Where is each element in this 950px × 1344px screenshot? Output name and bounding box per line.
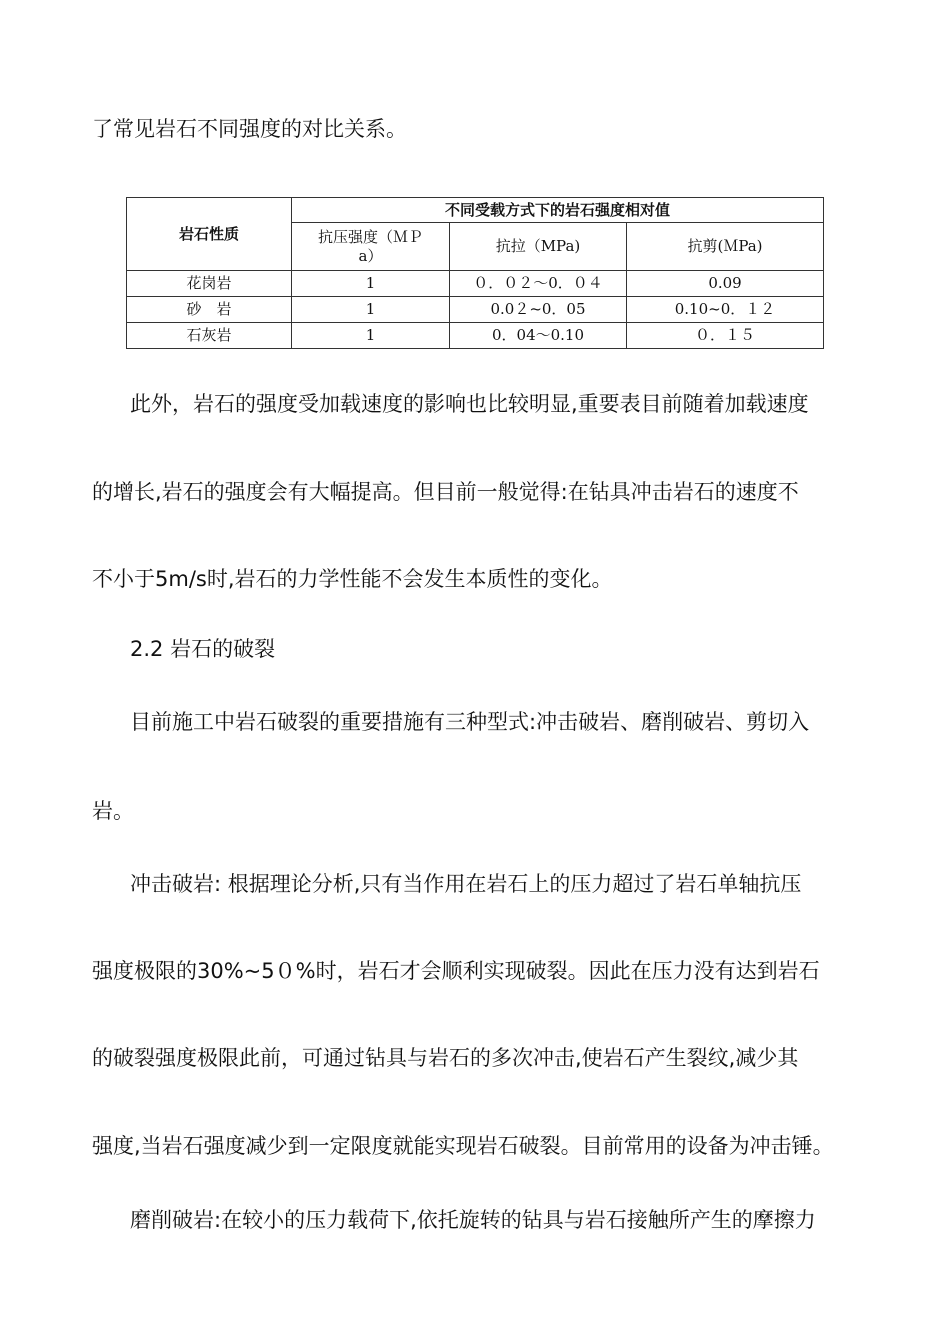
cell-shear: ０．１５ <box>627 323 824 349</box>
paragraph-line: 冲击破岩: 根据理论分析,只有当作用在岩石上的压力超过了岩石单轴抗压 <box>130 872 802 896</box>
header-tensile: 抗拉（MPa) <box>450 223 627 271</box>
paragraph-line: 岩。 <box>92 799 134 823</box>
paragraph-line: 的破裂强度极限此前，可通过钻具与岩石的多次冲击,使岩石产生裂纹,减少其 <box>92 1046 799 1070</box>
cell-compressive: 1 <box>292 297 450 323</box>
paragraph-line: 不小于5m/s时,岩石的力学性能不会发生本质性的变化。 <box>92 567 613 591</box>
cell-tensile: 0.0２~0．05 <box>450 297 627 323</box>
paragraph-line: 强度,当岩石强度减少到一定限度就能实现岩石破裂。目前常用的设备为冲击锤。 <box>92 1134 834 1158</box>
paragraph-line: 目前施工中岩石破裂的重要措施有三种型式:冲击破岩、磨削破岩、剪切入 <box>130 710 810 734</box>
section-heading: 2.2 岩石的破裂 <box>130 637 276 661</box>
paragraph-line: 了常见岩石不同强度的对比关系。 <box>92 117 407 141</box>
cell-rock: 石灰岩 <box>127 323 292 349</box>
header-shear: 抗剪(ＭPa) <box>627 223 824 271</box>
table-row <box>127 323 824 349</box>
header-relative-strength: 不同受载方式下的岩石强度相对值 <box>292 198 824 223</box>
cell-tensile: ０．０２～0．０４ <box>450 271 627 297</box>
cell-rock: 花岗岩 <box>127 271 292 297</box>
rock-strength-table <box>126 197 824 349</box>
table-row <box>127 271 824 297</box>
cell-rock: 砂 岩 <box>127 297 292 323</box>
paragraph-line: 强度极限的30%~5０%时，岩石才会顺利实现破裂。因此在压力没有达到岩石 <box>92 959 820 983</box>
header-rock-property: 岩石性质 <box>127 198 292 271</box>
cell-shear: 0.09 <box>627 271 824 297</box>
cell-tensile: 0．04～0.10 <box>450 323 627 349</box>
cell-shear: 0.10~0．１２ <box>627 297 824 323</box>
cell-compressive: 1 <box>292 271 450 297</box>
paragraph-line: 的增长,岩石的强度会有大幅提高。但目前一般觉得:在钻具冲击岩石的速度不 <box>92 480 799 504</box>
paragraph-line: 此外，岩石的强度受加载速度的影响也比较明显,重要表目前随着加载速度 <box>130 392 809 416</box>
table-row <box>127 297 824 323</box>
cell-compressive: 1 <box>292 323 450 349</box>
paragraph-line: 磨削破岩:在较小的压力载荷下,依托旋转的钻具与岩石接触所产生的摩擦力 <box>130 1208 816 1232</box>
header-compressive: 抗压强度（ＭＰa） <box>292 223 450 271</box>
